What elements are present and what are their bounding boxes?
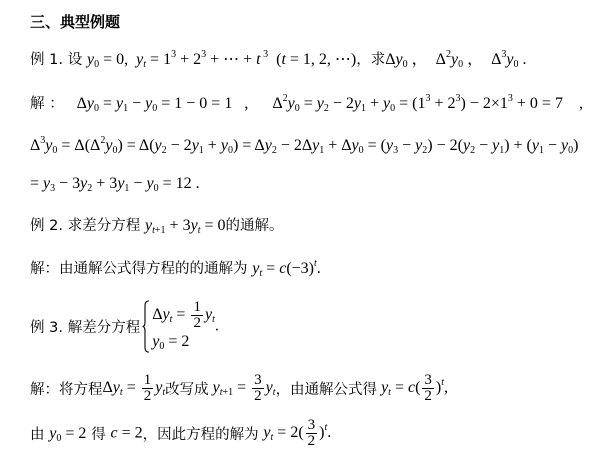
example-2: [30, 215, 284, 236]
example-2-label: 例 2.: [30, 218, 63, 234]
example-1-she: 设: [67, 52, 83, 68]
example-1-targets: $\Delta y_0$ ， $\Delta^2y_0$ ， $\Delta^3y_0$ .: [385, 49, 527, 70]
solution-3-eq-2: $y_{t+1}$ = $\frac{3}{2}$ $y_t$: [212, 372, 276, 404]
final-cond-1: $y_0 = 2$: [49, 424, 87, 444]
solution-3-eq-3: $y_t = c$( $\frac{3}{2}$ )$^t$,: [381, 372, 449, 404]
example-2-suffix: 的通解。: [225, 218, 284, 234]
example-1: [30, 49, 526, 70]
solution-1-eq-3: = $y_3 - 3y_2 + 3y_1 - y_0 = 12$ .: [30, 175, 200, 194]
solution-3-mid: 改写成: [165, 382, 209, 398]
solution-3-prefix: 解：将方程: [30, 382, 103, 398]
section-title: 三、典型例题: [30, 13, 121, 31]
left-brace-icon: [142, 300, 150, 353]
solution-1-label: 解: [30, 96, 45, 112]
example-3-system: [142, 300, 215, 353]
solution-2-prefix: 解：由通解公式得方程的的通解为: [30, 261, 248, 277]
example-3: 例 3. 解差分方程 $\Delta y_t$ = $\frac{1}{2}$ $y_t$ $y_0 = 2$ .: [30, 299, 219, 352]
final-you: 由: [30, 427, 45, 443]
example-2-prefix: 求差分方程: [67, 218, 141, 234]
example-3-label: 例 3.: [30, 320, 63, 336]
final-line: [30, 418, 331, 449]
solution-2-result: $y_t = c(-3)^t$.: [252, 258, 321, 279]
solution-2: [30, 258, 321, 279]
solution-1-line-3: [30, 173, 200, 194]
example-1-qiu: ，求: [356, 52, 386, 68]
solution-1-line-1: [30, 93, 583, 114]
solution-3: [30, 373, 448, 404]
final-result: $y_t = 2$( $\frac{3}{2}$ )$^t$.: [263, 417, 332, 449]
example-3-eq-1: $\Delta y_t$ = $\frac{1}{2}$ $y_t$: [152, 299, 215, 331]
example-1-given: $y_0 = 0$, $y_t = 1^3 + 2^3$ + ⋯ + t $^3$ (t = 1, 2, ⋯): [87, 49, 357, 70]
example-2-equation: $y_{t+1} + 3y_t = 0$: [145, 217, 226, 236]
example-3-prefix: 解差分方程: [67, 320, 141, 336]
solution-1-line-2: [30, 135, 578, 156]
solution-3-eq-1: $\Delta y_t$ = $\frac{1}{2}$ $y_t$: [102, 372, 166, 404]
solution-1-colon: ：: [49, 96, 64, 112]
solution-3-mid2: ，由通解公式得: [275, 382, 378, 398]
solution-1-eq-2: $\Delta^3y_0 = \Delta(\Delta^2y_0) = \Delta(y_2 - 2y_1 + y_0) = \Delta y_2 - 2\Delta y_1 + \Delta y_0 = (y_3 - y_2) - 2(y_2 - y_1) + (y_1 - y_0)$: [30, 135, 579, 156]
final-de: 得: [91, 427, 106, 443]
example-3-eq-2: $y_0 = 2$: [152, 333, 190, 352]
final-cond-2: c = 2: [110, 424, 143, 442]
final-yinci: ，因此方程的解为: [142, 427, 259, 443]
solution-1-eq-1: $\Delta y_0 = y_1 - y_0 = 1 - 0 = 1$ , $\Delta^2y_0 = y_2 - 2y_1 + y_0 = (1^3 + 2^3) - 2\times 1^3 + 0 = 7$ ,: [68, 93, 583, 114]
example-1-label: 例 1.: [30, 52, 63, 68]
